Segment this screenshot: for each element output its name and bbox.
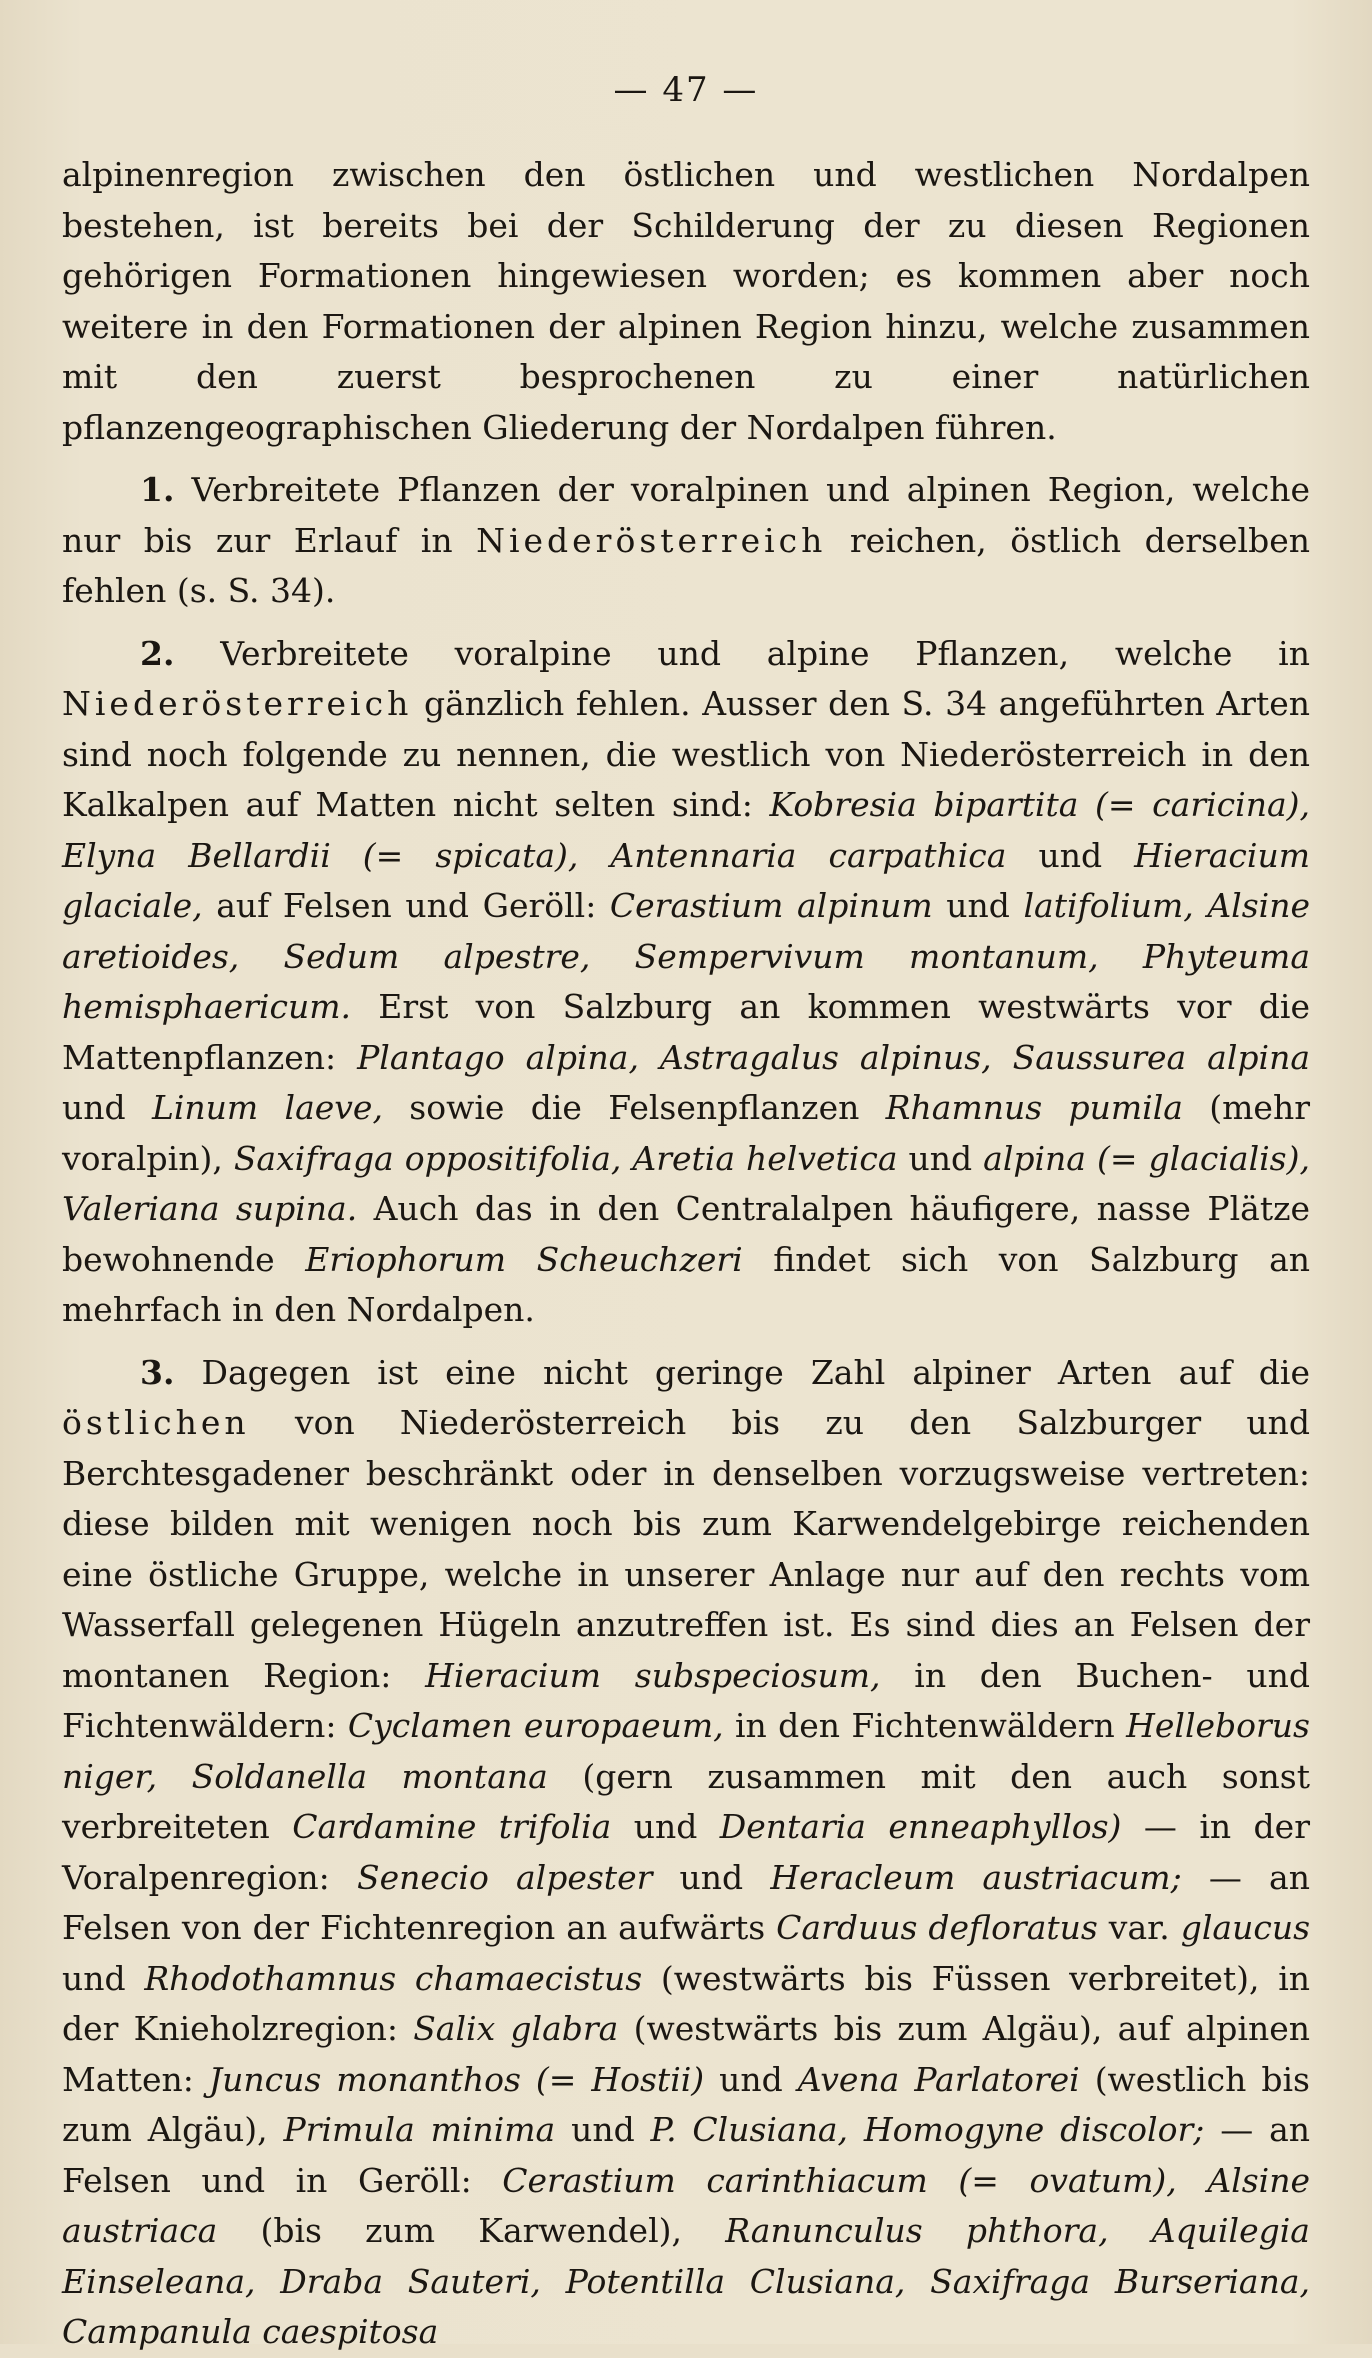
text-run: und [62,1088,152,1127]
species-name: latifolium, Alsine aretioides, Sedum alpestre, Sempervivum montanum, Phyteuma hemisphaericum. [62,886,1310,1026]
species-name: Hieracium glaciale, [62,835,1310,925]
species-name: Primula minima [283,2110,556,2149]
species-name: P. Clusiana, Homogyne discolor; [650,2110,1205,2149]
text-run: und [704,2059,798,2099]
species-name: Juncus monanthos (= Hostii) [208,2059,705,2099]
species-name: Avena Parlatorei [797,2059,1080,2099]
intro-paragraph: alpinenregion zwischen den östlichen und westlichen Nordalpen bestehen, ist bereits bei der Schilderung der zu diesen Regionen gehörigen Formationen hingewiesen worden; es kommen aber noch weitere in den Formationen der alpinen Region hinzu, welche zusammen mit den zuerst besprochenen zu einer natürlichen pflanzengeographischen Gliederung der Nordalpen führen. [62,155,1310,447]
text-run: (westwärts bis zum Algäu), auf alpinen Matten: [62,2009,1310,2099]
species-name: glaucus [1180,1908,1311,1947]
text-run: Verbreitete Pflanzen der voralpinen und alpinen Region, welche nur bis zur Erlauf in [62,470,1310,560]
text-run: Verbreitete voralpine und alpine Pflanzen, welche in [174,633,1310,673]
item-number: 1. [140,470,175,509]
text-run: und [555,2110,651,2149]
text-run: und [932,886,1024,925]
text-run: in den Fichtenwäldern [723,1706,1127,1745]
text-run: und [1006,835,1135,875]
text-run: (gern zusammen mit den auch sonst verbreiteten [62,1756,1311,1846]
text-run: auf Felsen und Geröll: [202,886,610,925]
text-run: in den Buchen- und Fichtenwäldern: [62,1655,1310,1745]
text-run: — an Felsen von der Fichtenregion an aufwärts [62,1857,1310,1947]
text-run: Dagegen ist eine nicht geringe Zahl alpiner Arten auf die [174,1352,1310,1392]
text-run: Auch das in den Centralalpen häufigere, nasse Plätze bewohnende [62,1189,1310,1279]
species-name: Cerastium alpinum [609,886,933,925]
species-name: Plantago alpina, Astragalus alpinus, Saussurea alpina [357,1037,1311,1077]
species-name: Hieracium subspeciosum, [425,1655,881,1695]
text-run: (westwärts bis Füssen verbreitet), in der Knieholzregion: [62,1958,1310,2048]
species-name: Dentaria enneaphyllos) [719,1807,1122,1846]
species-name: Cyclamen europaeum, [347,1706,724,1745]
species-name: Heracleum austriacum; [770,1857,1182,1897]
text-run: (mehr voralpin), [62,1088,1310,1178]
text-run: gänzlich fehlen. Ausser den S. 34 angeführten Arten sind noch folgende zu nennen, die westlich von Niederösterreich in den Kalkalpen auf Matten nicht selten sind: [62,684,1310,824]
species-name: Eriophorum Scheuchzeri [305,1239,743,1279]
species-name: Kobresia bipartita (= caricina), Elyna Bellardii (= spicata), Antennaria carpathica [62,785,1310,875]
species-name: Rhamnus pumila [885,1088,1183,1127]
page-number: — 47 — [613,70,759,110]
species-name: Rhodothamnus chamaecistus [144,1958,643,1998]
spaced-text: östlichen [62,1403,250,1442]
text-run: (bis zum Karwendel), [217,2211,726,2250]
species-name: Cardamine trifolia [292,1807,612,1846]
species-name: Carduus defloratus [776,1908,1098,1947]
text-run: (westlich bis zum Algäu), [62,2059,1310,2149]
species-name: Ranunculus phthora, Aquilegia Einseleana, Draba Sauteri, Potentilla Clusiana, Saxifraga Burseriana, Campanula caespitosa [62,2211,1310,2351]
paragraph-item-3 [62,1348,1310,2358]
text-run: var. [1097,1908,1181,1947]
paragraph-item-2 [62,629,1310,1336]
text-run: und [62,1958,145,1998]
text-run: — in der Voralpenregion: [62,1807,1310,1897]
text-run: und [897,1138,984,1178]
paragraph-item-1 [62,465,1310,617]
species-name: Saxifraga oppositifolia, Aretia helvetica [233,1138,898,1178]
text-run: und [611,1807,720,1846]
text-run: Erst von Salzburg an kommen westwärts vor die Mattenpflanzen: [62,987,1310,1077]
species-name: Senecio alpester [356,1857,653,1897]
spaced-text: Niederösterreich [62,684,413,723]
species-name: Linum laeve, [151,1088,383,1127]
text-run: reichen, östlich derselben fehlen (s. S. 34). [62,520,1310,610]
species-name: Salix glabra [413,2009,619,2048]
text-run: und [652,1857,771,1897]
spaced-text: Niederösterreich [476,520,827,560]
species-name: alpina (= glacialis), Valeriana supina. [62,1138,1310,1228]
species-name: Helleborus niger, Soldanella montana [62,1706,1310,1796]
body-text [62,150,1310,2358]
item-number: 3. [140,1352,175,1392]
item-number: 2. [140,633,175,673]
text-run: von Niederösterreich bis zu den Salzburger und Berchtesgadener beschränkt oder in denselben vorzugsweise vertreten: diese bilden mit wenigen noch bis zum Karwendelgebirge reichenden eine östliche Gruppe, welche in unserer Anlage nur auf den rechts vom Wasserfall gelegenen Hügeln anzutreffen ist. Es sind dies an Felsen der montanen Region: [62,1403,1310,1695]
text-run: sowie die Felsenpflanzen [382,1088,886,1127]
text-run: findet sich von Salzburg an mehrfach in den Nordalpen. [62,1239,1311,1329]
text-run: — an Felsen und in Geröll: [62,2110,1310,2200]
species-name: Cerastium carinthiacum (= ovatum), Alsine austriaca [62,2160,1310,2250]
